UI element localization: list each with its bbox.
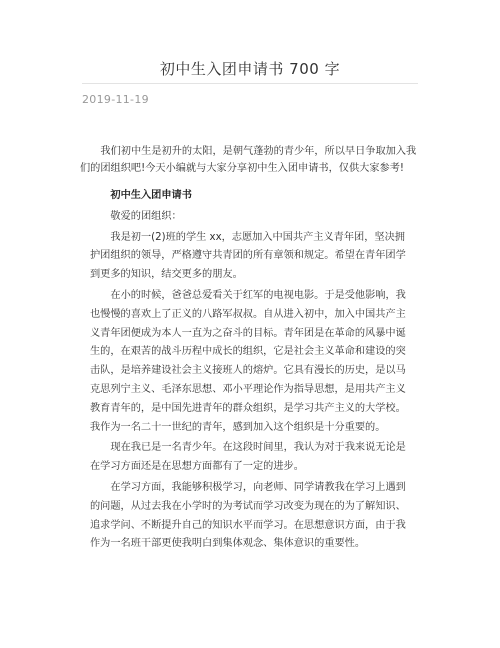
article-intro (80, 143, 420, 177)
salutation: 敬爱的团组织： (110, 210, 182, 222)
publish-date: 2019-11-19 (82, 93, 149, 106)
article-title: 初中生入团申请书 700 字 (159, 60, 341, 78)
title-divider (82, 83, 418, 84)
intro-paragraph: 我们初中生是初升的太阳，是朝气蓬勃的青少年，所以早日争取加入我们的团组织吧!今天小编就与大家分享初中生入团申请书，仅供大家参考! (80, 146, 417, 174)
body-paragraph: 我是初一(2)班的学生 xx，志愿加入中国共产主义青年团，坚决拥护团组织的领导，严格遵守共青团的所有章领和规定。希望在青年团学到更多的知识，结交更多的朋友。 (90, 231, 406, 281)
body-paragraph: 在小的时候，爸爸总爱看关于红军的电视电影。于是受他影响，我也慢慢的喜欢上了正义的八路军叔叔。自从进入初中，加入中国共产主义青年团便成为本人一直为之奋斗的目标。青年团是在革命的风暴中诞生的，在艰苦的战斗历程中成长的组织，它是社会主义革命和建设的突击队，是培养建设社会主义接班人的熔炉。它具有漫长的历史，是以马克思列宁主义、毛泽东思想、邓小平理论作为指导思想，是用共产主义教育青年的，是中国先进青年的群众组织，是学习共产主义的大学校。我作为一名二十一世纪的青年，感到加入这个组织是十分重要的。 (90, 289, 406, 433)
article-body (90, 187, 412, 556)
letter-heading: 初中生入团申请书 (110, 190, 192, 201)
body-paragraph: 在学习方面，我能够积极学习，向老师、同学请教我在学习上遇到的问题，从过去我在小学时的为考试而学习改变为现在的为了解知识、追求学问、不断提升自己的知识水平而学习。在思想意识方面，由于我作为一名班干部更使我明白到集体观念、集体意识的重要性。 (90, 481, 406, 550)
body-paragraph: 现在我已是一名青少年。在这段时间里，我认为对于我来说无论是在学习方面还是在思想方面都有了一定的进步。 (90, 442, 406, 473)
